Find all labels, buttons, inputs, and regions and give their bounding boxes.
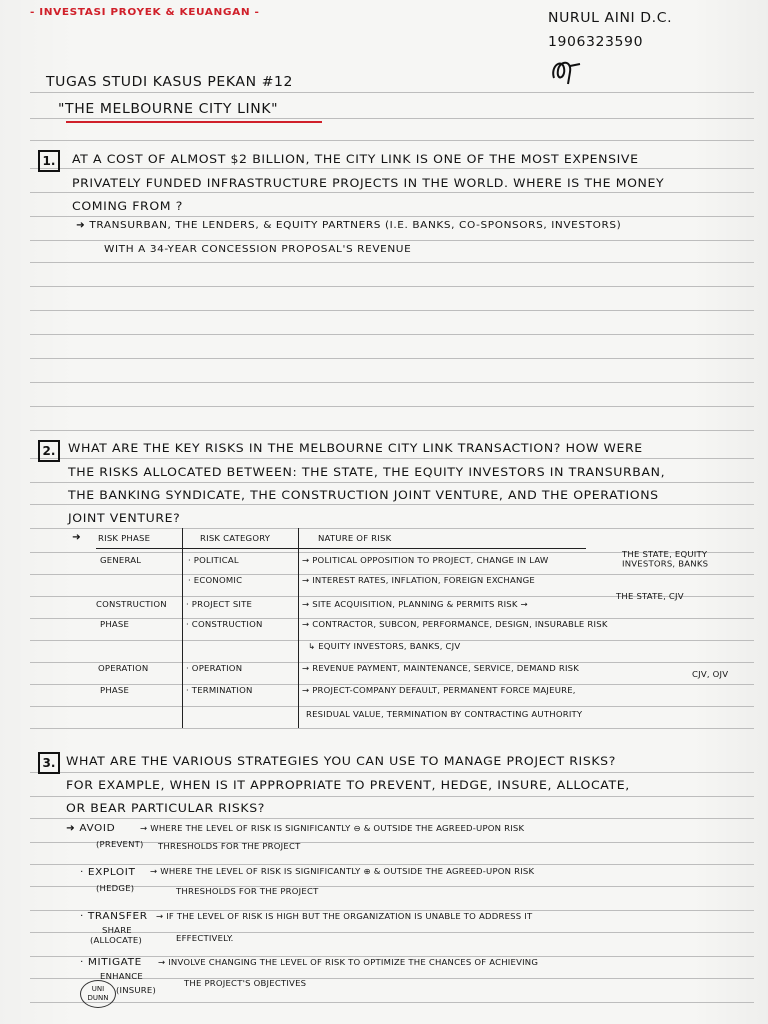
ruled-line <box>30 772 754 773</box>
strategy-alias: (HEDGE) <box>96 884 135 894</box>
ruled-line <box>30 728 754 729</box>
strategy-text: → WHERE THE LEVEL OF RISK IS SIGNIFICANTLY ⊕ & OUTSIDE THE AGREED-UPON RISK <box>150 867 535 877</box>
header-nature-of-risk: NATURE OF RISK <box>318 534 392 544</box>
signature-icon <box>548 56 584 86</box>
assignment-title: TUGAS STUDI KASUS PEKAN #12 <box>46 74 294 90</box>
nature-cell: → CONTRACTOR, SUBCON, PERFORMANCE, DESIGN, INSURABLE RISK <box>302 620 608 630</box>
strategy-text: EFFECTIVELY. <box>176 934 234 944</box>
ruled-line <box>30 796 754 797</box>
q3-line-2: FOR EXAMPLE, WHEN IS IT APPROPRIATE TO PREVENT, HEDGE, INSURE, ALLOCATE, <box>66 777 630 792</box>
header-risk-phase: RISK PHASE <box>98 534 151 544</box>
allocation-operation: CJV, OJV <box>692 670 729 680</box>
ruled-line <box>30 640 754 641</box>
strategy-alias: (PREVENT) <box>96 840 144 850</box>
ruled-line <box>30 574 754 575</box>
q2-line-2: THE RISKS ALLOCATED BETWEEN: THE STATE, THE EQUITY INVESTORS IN TRANSURBAN, <box>68 464 666 479</box>
allocation-general: THE STATE, EQUITY INVESTORS, BANKS <box>622 550 709 570</box>
phase-cell: PHASE <box>100 620 130 630</box>
ruled-line <box>30 618 754 619</box>
category-cell: · TERMINATION <box>186 686 253 696</box>
nature-cell: RESIDUAL VALUE, TERMINATION BY CONTRACTING AUTHORITY <box>306 710 583 720</box>
ruled-line <box>30 684 754 685</box>
ruled-line <box>30 482 754 483</box>
question-1-number: 1. <box>38 150 60 172</box>
stamp-icon: UNI DUNN <box>80 980 116 1008</box>
nature-cell: → POLITICAL OPPOSITION TO PROJECT, CHANGE IN LAW <box>302 556 549 566</box>
table-header-line <box>96 548 586 549</box>
phase-cell: PHASE <box>100 686 130 696</box>
ruled-line <box>30 406 754 407</box>
category-cell: · OPERATION <box>186 664 243 674</box>
ruled-line <box>30 240 754 241</box>
q2-line-1: WHAT ARE THE KEY RISKS IN THE MELBOURNE CITY LINK TRANSACTION? HOW WERE <box>68 440 643 455</box>
strategy-text: → INVOLVE CHANGING THE LEVEL OF RISK TO OPTIMIZE THE CHANCES OF ACHIEVING <box>158 958 539 968</box>
strategy-alias-top: SHARE <box>102 926 132 936</box>
student-id: 1906323590 <box>548 34 644 50</box>
ruled-line <box>30 528 754 529</box>
q3-line-1: WHAT ARE THE VARIOUS STRATEGIES YOU CAN USE TO MANAGE PROJECT RISKS? <box>66 753 616 768</box>
ruled-line <box>30 216 754 217</box>
ruled-line <box>30 706 754 707</box>
nature-cell: → INTEREST RATES, INFLATION, FOREIGN EXCHANGE <box>302 576 535 586</box>
course-title: - INVESTASI PROYEK & KEUANGAN - <box>30 6 260 18</box>
ruled-line <box>30 864 754 865</box>
student-name: NURUL AINI D.C. <box>548 10 673 26</box>
ruled-line <box>30 932 754 933</box>
ruled-line <box>30 430 754 431</box>
category-cell: · PROJECT SITE <box>186 600 253 610</box>
strategy-alias: (INSURE) <box>116 986 156 996</box>
q2-line-3: THE BANKING SYNDICATE, THE CONSTRUCTION JOINT VENTURE, AND THE OPERATIONS <box>68 487 659 502</box>
ruled-line <box>30 358 754 359</box>
strategy-label: · TRANSFER <box>80 910 148 922</box>
question-2-number: 2. <box>38 440 60 462</box>
strategy-label: · EXPLOIT <box>80 866 136 878</box>
table-divider <box>182 528 183 728</box>
case-title-underline <box>66 121 322 123</box>
ruled-line <box>30 334 754 335</box>
strategy-text: → IF THE LEVEL OF RISK IS HIGH BUT THE ORGANIZATION IS UNABLE TO ADDRESS IT <box>156 912 533 922</box>
nature-cell: → REVENUE PAYMENT, MAINTENANCE, SERVICE, DEMAND RISK <box>302 664 580 674</box>
strategy-label: · MITIGATE <box>80 956 142 968</box>
case-title: "THE MELBOURNE CITY LINK" <box>58 101 279 117</box>
strategy-alias: (ALLOCATE) <box>90 936 142 946</box>
ruled-line <box>30 662 754 663</box>
nature-cell: → SITE ACQUISITION, PLANNING & PERMITS RISK → <box>302 600 528 610</box>
ruled-line <box>30 1002 754 1003</box>
ruled-line <box>30 192 754 193</box>
strategy-text: THRESHOLDS FOR THE PROJECT <box>158 842 301 852</box>
phase-cell: CONSTRUCTION <box>96 600 167 610</box>
strategy-text: → WHERE THE LEVEL OF RISK IS SIGNIFICANTLY ⊖ & OUTSIDE THE AGREED-UPON RISK <box>140 824 525 834</box>
ruled-line <box>30 286 754 287</box>
ruled-line <box>30 310 754 311</box>
strategy-text: THE PROJECT'S OBJECTIVES <box>184 979 307 989</box>
ruled-line <box>30 382 754 383</box>
strategy-label: ➜ AVOID <box>66 822 116 834</box>
category-cell: · CONSTRUCTION <box>186 620 263 630</box>
ruled-line <box>30 92 754 93</box>
nature-cell: ↳ EQUITY INVESTORS, BANKS, CJV <box>308 642 461 652</box>
ruled-line <box>30 886 754 887</box>
category-cell: · ECONOMIC <box>188 576 243 586</box>
ruled-line <box>30 118 754 119</box>
ruled-line <box>30 262 754 263</box>
ruled-line <box>30 818 754 819</box>
category-cell: · POLITICAL <box>188 556 239 566</box>
q2-line-4: JOINT VENTURE? <box>68 510 181 525</box>
strategy-alias-top: ENHANCE <box>100 972 143 982</box>
ruled-line <box>30 504 754 505</box>
ruled-line <box>30 458 754 459</box>
question-3-number: 3. <box>38 752 60 774</box>
q1-answer-2: WITH A 34-YEAR CONCESSION PROPOSAL'S REVENUE <box>104 243 412 255</box>
strategy-text: THRESHOLDS FOR THE PROJECT <box>176 887 319 897</box>
phase-cell: GENERAL <box>100 556 142 566</box>
q1-line-3: COMING FROM ? <box>72 198 183 213</box>
table-arrow: ➜ <box>72 531 82 543</box>
q1-answer-1: ➜ TRANSURBAN, THE LENDERS, & EQUITY PARTNERS (I.E. BANKS, CO-SPONSORS, INVESTORS) <box>76 219 622 231</box>
q3-line-3: OR BEAR PARTICULAR RISKS? <box>66 800 265 815</box>
ruled-line <box>30 168 754 169</box>
ruled-line <box>30 140 754 141</box>
table-divider <box>298 528 299 728</box>
allocation-site: THE STATE, CJV <box>616 592 684 602</box>
nature-cell: → PROJECT-COMPANY DEFAULT, PERMANENT FORCE MAJEURE, <box>302 686 576 696</box>
header-risk-category: RISK CATEGORY <box>200 534 271 544</box>
q1-line-2: PRIVATELY FUNDED INFRASTRUCTURE PROJECTS IN THE WORLD. WHERE IS THE MONEY <box>72 175 665 190</box>
phase-cell: OPERATION <box>98 664 149 674</box>
q1-line-1: AT A COST OF ALMOST $2 BILLION, THE CITY LINK IS ONE OF THE MOST EXPENSIVE <box>72 151 639 166</box>
